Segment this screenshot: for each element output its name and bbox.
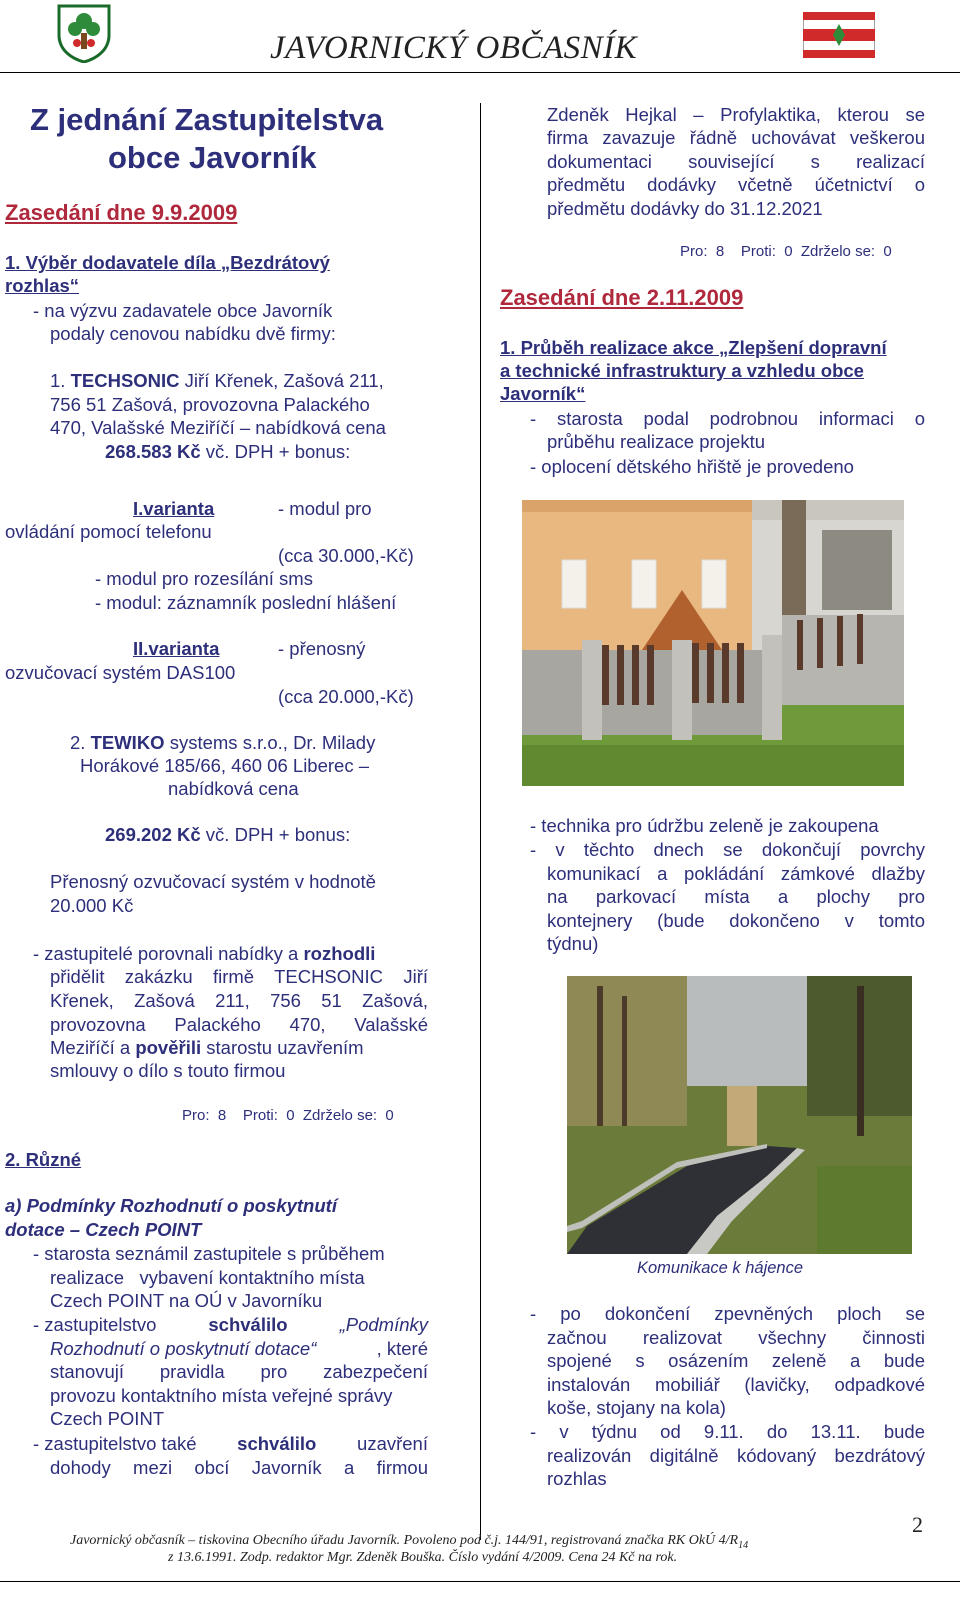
variant1-l2: ovládání pomocí telefonu bbox=[5, 521, 212, 542]
offer2-line3: nabídková cena bbox=[168, 778, 299, 799]
m2-bullet5-l1: - po dokončení zpevněných ploch se bbox=[530, 1303, 925, 1324]
czechpoint-b1-l3: Czech POINT na OÚ v Javorníku bbox=[50, 1290, 323, 1311]
right-top-l1: Zdeněk Hejkal – Profylaktika, kterou se bbox=[547, 104, 925, 125]
footer-line1: Javornický občasník – tiskovina Obecního úřadu Javorník. Povoleno pod č.j. 144/91, registrovaná značka RK OkÚ $4/R_{14}$ bbox=[70, 1533, 749, 1551]
village-flag bbox=[803, 12, 875, 58]
offer2-line1: 2. TEWIKO systems s.r.o., Dr. Milady bbox=[70, 732, 376, 753]
czechpoint-b3-l2: dohody mezi obcí Javorník a firmou bbox=[50, 1457, 428, 1478]
m2-bullet4-l2: komunikací a pokládání zámkové dlažby bbox=[547, 863, 925, 884]
offer2-line5: Přenosný ozvučovací systém v hodnotě bbox=[50, 871, 376, 892]
czechpoint-b2-l1: - zastupitelstvo schválilo „Podmínky bbox=[33, 1314, 428, 1335]
item1-bullet-l2: podaly cenovou nabídku dvě firmy: bbox=[50, 323, 336, 344]
m2-bullet4-l5: týdnu) bbox=[547, 933, 599, 954]
item1-title-l2: rozhlas“ bbox=[5, 275, 80, 296]
variant2-label: II.varianta bbox=[133, 638, 220, 659]
playground-fence-photo bbox=[522, 500, 904, 786]
czechpoint-b1-l2: realizace vybavení kontaktního místa bbox=[50, 1267, 365, 1288]
offer1-line3: 470, Valašské Meziříčí – nabídková cena bbox=[50, 417, 386, 438]
variant1-l1: - modul pro bbox=[278, 498, 372, 519]
decision-line1: - zastupitelé porovnali nabídky a rozhodli bbox=[33, 943, 376, 964]
m2-bullet6-l3: rozhlas bbox=[547, 1468, 607, 1489]
decision-line2: přidělit zakázku firmě TECHSONIC Jiří bbox=[50, 966, 428, 987]
m2-title-l2: a technické infrastruktury a vzhledu obce bbox=[500, 360, 864, 381]
item2a-title-l2: dotace – Czech POINT bbox=[5, 1219, 202, 1240]
m2-bullet5-l2: začnou realizovat všechny činnosti bbox=[547, 1327, 925, 1348]
m2-bullet6-l1: - v týdnu od 9.11. do 13.11. bude bbox=[530, 1421, 925, 1442]
right-top-l5: předmětu dodávky do 31.12.2021 bbox=[547, 198, 823, 219]
m2-bullet5-l5: koše, stojany na kola) bbox=[547, 1397, 726, 1418]
vote-result-1: Pro: 8 Proti: 0 Zdrželo se: 0 bbox=[182, 1107, 394, 1124]
czechpoint-b2-l2: Rozhodnutí o poskytnutí dotace“ , které bbox=[50, 1338, 428, 1359]
m2-bullet1-l2: průběhu realizace projektu bbox=[547, 431, 766, 452]
page-number: 2 bbox=[912, 1512, 923, 1537]
czechpoint-b2-l4: provozu kontaktního místa veřejné správy bbox=[50, 1385, 393, 1406]
m2-bullet5-l4: instalován mobiliář (lavičky, odpadkové bbox=[547, 1374, 925, 1395]
decision-line6: smlouvy o dílo s touto firmou bbox=[50, 1060, 286, 1081]
item1-title-l1: 1. Výběr dodavatele díla „Bezdrátový bbox=[5, 252, 330, 273]
meeting1-date: Zasedání dne 9.9.2009 bbox=[5, 200, 238, 225]
decision-line4: provozovna Palackého 470, Valašské bbox=[50, 1014, 428, 1035]
offer1-line4: 268.583 Kč vč. DPH + bonus: bbox=[105, 441, 351, 462]
czechpoint-b3-l1: - zastupitelstvo také schválilo uzavření bbox=[33, 1433, 428, 1454]
offer2-line6: 20.000 Kč bbox=[50, 895, 134, 916]
header-rule bbox=[0, 72, 960, 73]
czechpoint-b2-l3: stanovují pravidla pro zabezpečení bbox=[50, 1361, 428, 1382]
item2a-title-l1: a) Podmínky Rozhodnutí o poskytnutí bbox=[5, 1195, 337, 1216]
footer-line2: z 13.6.1991. Zodp. redaktor Mgr. Zdeněk Bouška. Číslo vydání 4/2009. Cena 24 Kč na rok. bbox=[168, 1550, 678, 1565]
offer2-line2: Horákové 185/66, 460 06 Liberec – bbox=[80, 755, 370, 776]
m2-bullet4-l1: - v těchto dnech se dokončují povrchy bbox=[530, 839, 925, 860]
m2-bullet2: - oplocení dětského hřiště je provedeno bbox=[530, 456, 854, 477]
vote-result-2: Pro: 8 Proti: 0 Zdrželo se: 0 bbox=[680, 243, 892, 260]
article-heading-line2: obce Javorník bbox=[108, 140, 317, 175]
footer-rule bbox=[0, 1581, 960, 1582]
m2-bullet4-l4: kontejnery (bude dokončeno v tomto bbox=[547, 910, 925, 931]
m2-title-l3: Javorník“ bbox=[500, 383, 586, 404]
right-top-l3: dokumentaci související s realizací bbox=[547, 151, 925, 172]
newsletter-title: JAVORNICKÝ OBČASNÍK bbox=[270, 30, 638, 66]
offer1-line2: 756 51 Zašová, provozovna Palackého bbox=[50, 394, 370, 415]
item1-bullet-l1: - na výzvu zadavatele obce Javorník bbox=[33, 300, 333, 321]
offer2-line4: 269.202 Kč vč. DPH + bonus: bbox=[105, 824, 351, 845]
m2-bullet6-l2: realizován digitálně kódovaný bezdrátový bbox=[547, 1445, 925, 1466]
coat-of-arms-logo bbox=[55, 3, 113, 63]
article-heading-line1: Z jednání Zastupitelstva bbox=[30, 102, 384, 137]
variant1-l4: - modul pro rozesílání sms bbox=[95, 568, 313, 589]
offer1-line1: 1. TECHSONIC Jiří Křenek, Zašová 211, bbox=[50, 370, 384, 391]
variant2-l3: (cca 20.000,-Kč) bbox=[278, 686, 414, 707]
road-photo-caption: Komunikace k hájence bbox=[637, 1259, 804, 1277]
variant1-l5: - modul: záznamník poslední hlášení bbox=[95, 592, 397, 613]
variant1-label: I.varianta bbox=[133, 498, 215, 519]
column-divider bbox=[480, 103, 481, 1540]
variant1-l3: (cca 30.000,-Kč) bbox=[278, 545, 414, 566]
m2-bullet3: - technika pro údržbu zeleně je zakoupena bbox=[530, 815, 879, 836]
m2-title-l1: 1. Průběh realizace akce „Zlepšení dopravní bbox=[500, 337, 887, 358]
variant2-l2: ozvučovací systém DAS100 bbox=[5, 662, 236, 683]
m2-bullet5-l3: spojené s osázením zeleně a bude bbox=[547, 1350, 925, 1371]
czechpoint-b1-l1: - starosta seznámil zastupitele s průběhem bbox=[33, 1243, 385, 1264]
czechpoint-b2-l5: Czech POINT bbox=[50, 1408, 165, 1429]
m2-bullet1-l1: - starosta podal podrobnou informaci o bbox=[530, 408, 925, 429]
right-top-l4: předmětu dodávky včetně účetnictví o bbox=[547, 174, 925, 195]
road-photo bbox=[567, 976, 912, 1254]
meeting2-date: Zasedání dne 2.11.2009 bbox=[500, 285, 744, 310]
decision-line3: Křenek, Zašová 211, 756 51 Zašová, bbox=[50, 990, 428, 1011]
decision-line5: Meziříčí a pověřili starostu uzavřením bbox=[50, 1037, 364, 1058]
m2-bullet4-l3: na parkovací místa a plochy pro bbox=[547, 886, 925, 907]
item2-title: 2. Různé bbox=[5, 1149, 82, 1170]
variant2-l1: - přenosný bbox=[278, 638, 366, 659]
right-top-l2: firma zavazuje řádně uchovávat veškerou bbox=[547, 127, 925, 148]
